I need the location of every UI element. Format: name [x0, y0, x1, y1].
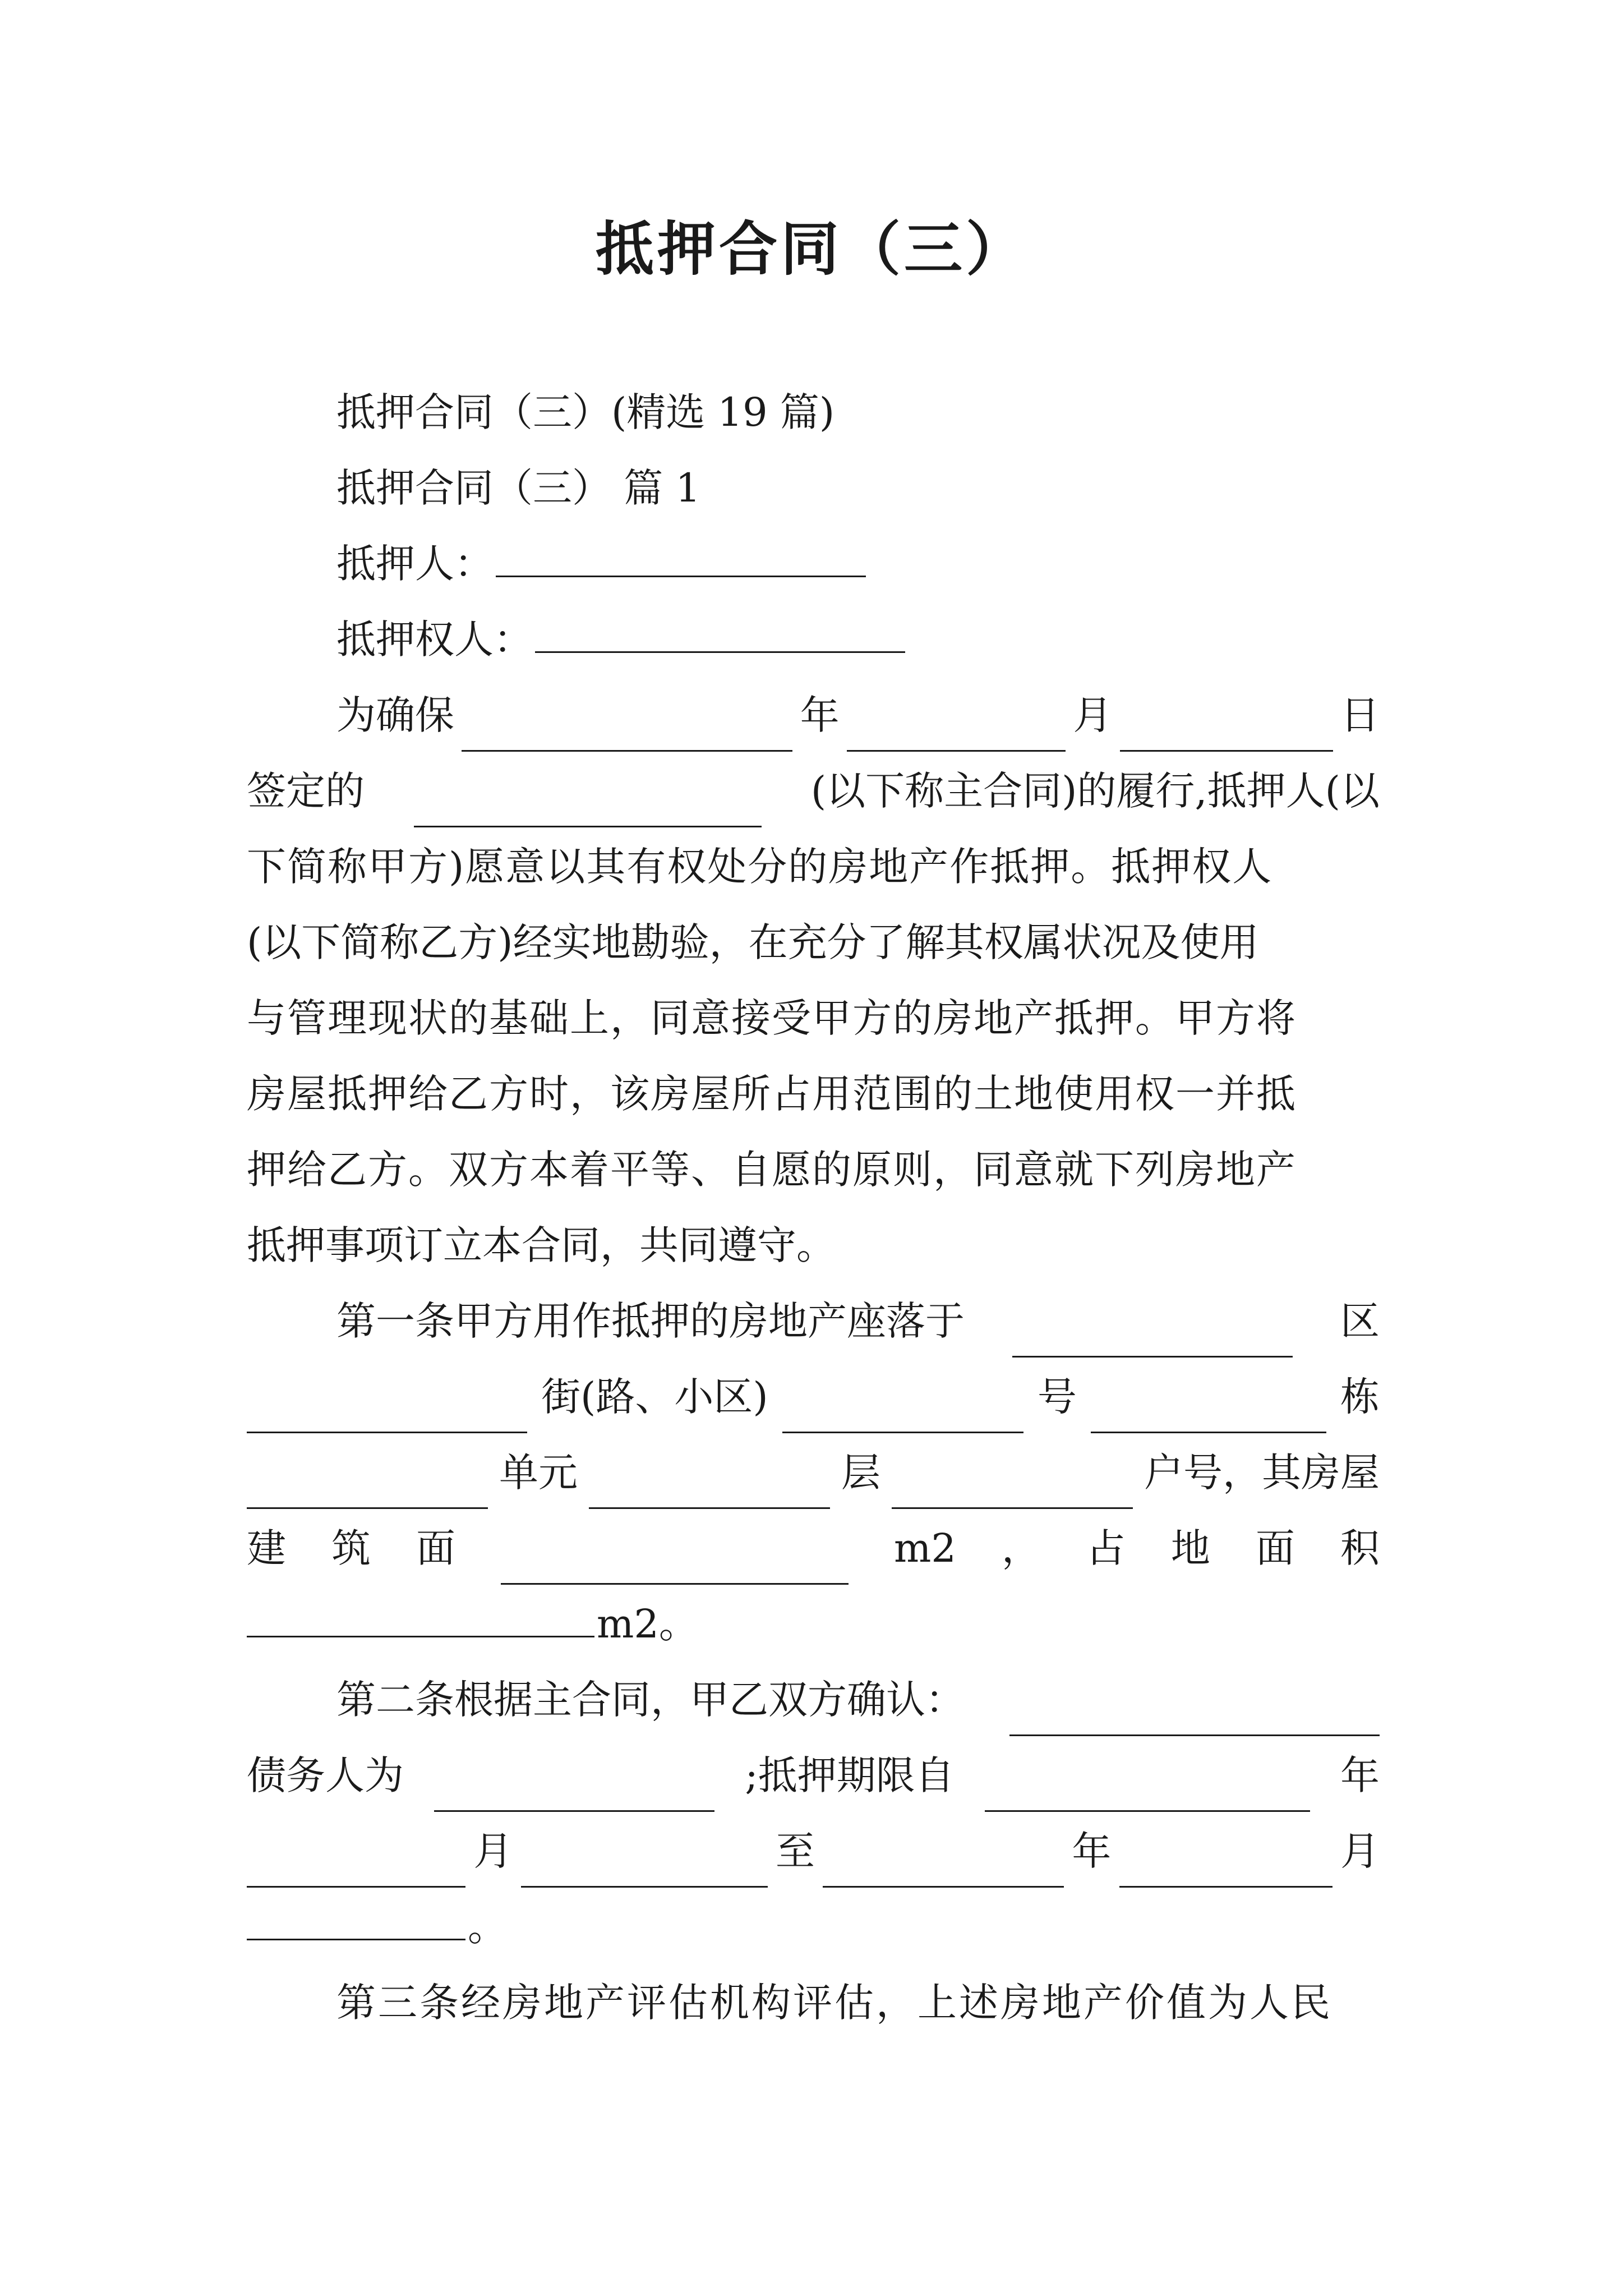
start-day-blank[interactable] — [521, 1844, 768, 1888]
period-start-blank[interactable] — [985, 1769, 1310, 1812]
location-blank[interactable] — [1012, 1314, 1293, 1358]
debtor-blank[interactable] — [434, 1769, 714, 1812]
date-blank[interactable] — [462, 708, 792, 752]
year-label: 年 — [800, 692, 840, 738]
period-label: ;抵押期限自 — [745, 1752, 955, 1798]
debtor-label: 债务人为 — [247, 1752, 404, 1798]
p1-text: 为确保 — [336, 692, 454, 738]
paragraph-1-line-8: 抵押事项订立本合同，共同遵守。 — [247, 1222, 836, 1268]
period-end: 。 — [468, 1904, 507, 1950]
land-area-blank[interactable] — [247, 1594, 594, 1637]
article-2-line-1 — [336, 1663, 1380, 1736]
floor-blank[interactable] — [892, 1466, 1133, 1509]
month-label: 月 — [473, 1828, 513, 1874]
number-label: 号 — [1037, 1374, 1077, 1420]
paragraph-1-line-1 — [336, 679, 1380, 752]
p1-text: 签定的 — [247, 768, 365, 814]
unit-m2: m2 — [894, 1525, 956, 1571]
street-label: 街(路、小区) — [541, 1374, 768, 1420]
start-month-blank[interactable] — [247, 1844, 465, 1888]
area-char: 面 — [416, 1525, 455, 1571]
mortgagor-blank[interactable] — [496, 534, 866, 577]
article-2-line-3 — [247, 1815, 1380, 1888]
article-1-line-1 — [336, 1285, 1380, 1358]
mortgagor-line — [336, 527, 1380, 600]
day-label: 日 — [1340, 692, 1380, 738]
land-char: 面 — [1255, 1525, 1295, 1571]
mortgagee-line — [336, 603, 1380, 676]
paragraph-1-line-6: 房屋抵押给乙方时，该房屋所占用范围的土地使用权一并抵 — [247, 1071, 1297, 1117]
land-char: 占 — [1086, 1525, 1126, 1571]
paragraph-1-line-7: 押给乙方。双方本着平等、自愿的原则，同意就下列房地产 — [247, 1147, 1297, 1193]
month-label: 月 — [1340, 1828, 1380, 1874]
to-label: 至 — [775, 1828, 815, 1874]
building-blank[interactable] — [247, 1466, 488, 1509]
main-contract-blank[interactable] — [414, 784, 762, 827]
article-3-line-1: 第三条经房地产评估机构评估，上述房地产价值为人民 — [336, 1980, 1332, 2026]
document-title: 抵押合同（三） — [595, 215, 1027, 283]
mortgagor-label: 抵押人： — [336, 541, 494, 587]
article-1-line-2 — [247, 1360, 1380, 1433]
district-blank[interactable] — [247, 1390, 527, 1433]
floor-label: 层 — [841, 1450, 880, 1496]
end-year-blank[interactable] — [823, 1844, 1064, 1888]
mortgagee-label: 抵押权人： — [336, 616, 533, 662]
comma: ， — [1001, 1525, 1041, 1571]
paragraph-1-line-5: 与管理现状的基础上，同意接受甲方的房地产抵押。甲方将 — [247, 995, 1297, 1041]
land-char: 地 — [1170, 1525, 1210, 1571]
year-label: 年 — [1072, 1828, 1112, 1874]
area-char: 筑 — [331, 1525, 371, 1571]
section-heading: 抵押合同（三） 篇 1 — [336, 465, 701, 511]
article-1-line-5 — [247, 1588, 1380, 1660]
unit-label: 单元 — [499, 1450, 578, 1496]
building-area-blank[interactable] — [501, 1542, 849, 1585]
confirm-blank[interactable] — [1009, 1693, 1380, 1736]
land-char: 积 — [1340, 1525, 1380, 1571]
paragraph-1-line-2 — [247, 754, 1380, 827]
paragraph-1-line-4: (以下简称乙方)经实地勘验，在充分了解其权属状况及使用 — [247, 919, 1259, 965]
area-char: 建 — [247, 1525, 286, 1571]
paragraph-1-line-3: 下简称甲方)愿意以其有权处分的房地产作抵押。抵押权人 — [247, 844, 1273, 890]
unit-blank[interactable] — [589, 1466, 830, 1509]
article-2-line-2 — [247, 1739, 1380, 1812]
month-blank[interactable] — [847, 708, 1066, 752]
article-1-line-3 — [247, 1436, 1380, 1509]
street-blank[interactable] — [782, 1390, 1023, 1433]
p1-text: (以下称主合同)的履行,抵押人(以 — [810, 768, 1380, 814]
end-day-blank[interactable] — [247, 1897, 465, 1940]
room-label: 户号，其房屋 — [1144, 1450, 1380, 1496]
day-blank[interactable] — [1120, 708, 1333, 752]
subtitle: 抵押合同（三）(精选 19 篇) — [336, 389, 835, 435]
month-label: 月 — [1073, 692, 1113, 738]
district-label: 区 — [1340, 1298, 1380, 1344]
unit-m2-end: m2。 — [597, 1601, 698, 1647]
number-blank[interactable] — [1091, 1390, 1326, 1433]
mortgagee-blank[interactable] — [535, 610, 905, 653]
article-2-line-4 — [247, 1890, 1380, 1963]
article-2-text: 第二条根据主合同，甲乙双方确认： — [336, 1677, 965, 1723]
building-label: 栋 — [1340, 1374, 1380, 1420]
article-1-line-4 — [247, 1512, 1380, 1585]
year-label: 年 — [1340, 1752, 1380, 1798]
article-1-text: 第一条甲方用作抵押的房地产座落于 — [336, 1298, 965, 1344]
end-month-blank[interactable] — [1119, 1844, 1332, 1888]
